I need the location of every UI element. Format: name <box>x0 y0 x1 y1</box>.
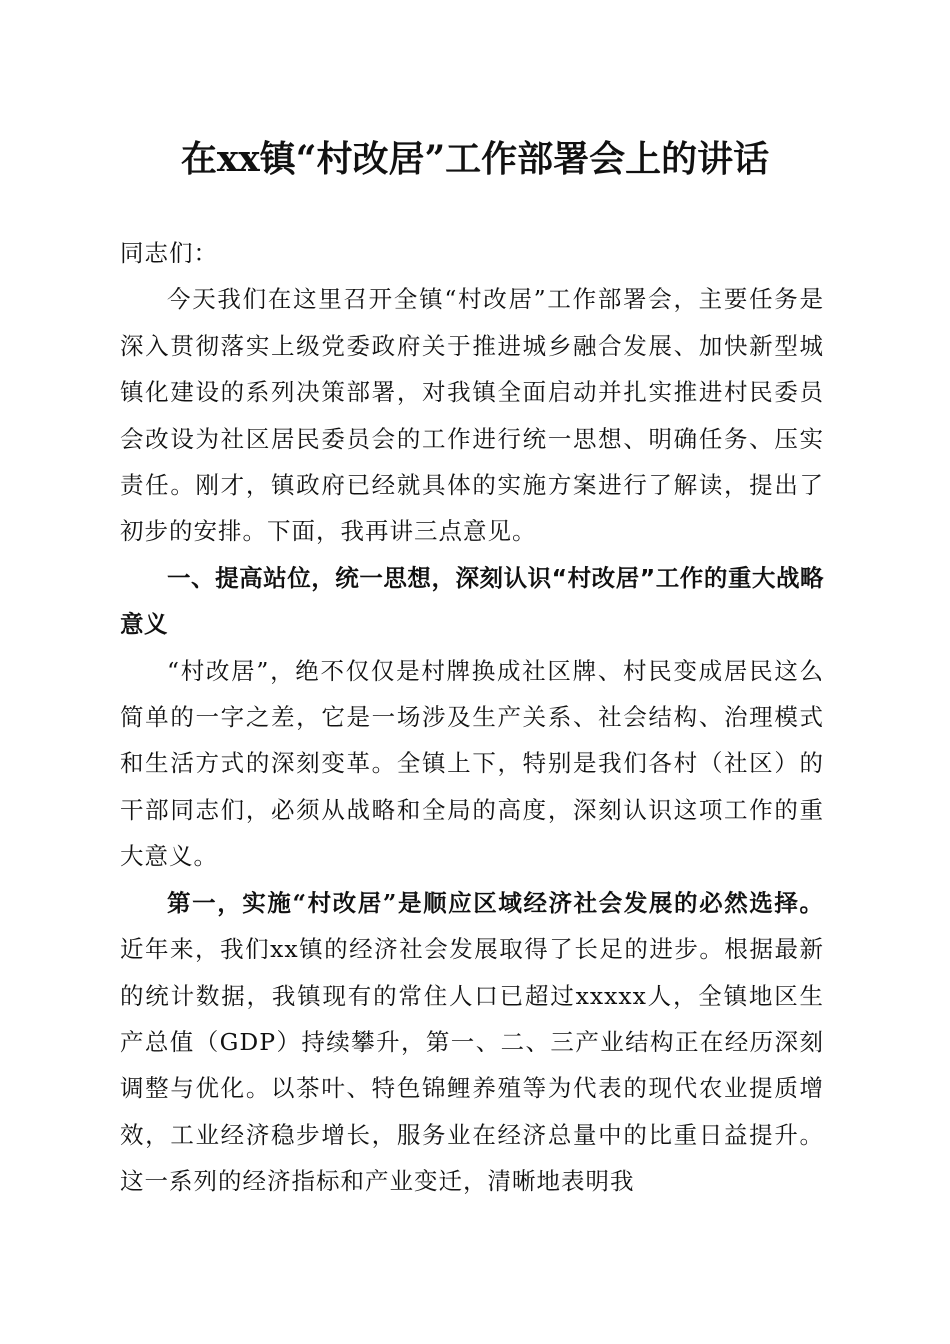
intro-paragraph: 今天我们在这里召开全镇“村改居”工作部署会，主要任务是深入贯彻落实上级党委政府关于推进城乡融合发展、加快新型城镇化建设的系列决策部署，对我镇全面启动并扎实推进村民委员会改设为社区居民委员会的工作进行统一思想、明确任务、压实责任。刚才，镇政府已经就具体的实施方案进行了解读，提出了初步的安排。下面，我再讲三点意见。 <box>120 285 824 546</box>
point-1-lead: 第一，实施“村改居”是顺应区域经济社会发展的必然选择。 <box>167 888 824 917</box>
salutation: 同志们： <box>120 239 218 267</box>
section-heading-1: 一、提高站位，统一思想，深刻认识“村改居”工作的重大战略意义 <box>120 563 824 639</box>
section-1-paragraph: “村改居”，绝不仅仅是村牌换成社区牌、村民变成居民这么简单的一字之差，它是一场涉及生产关系、社会结构、治理模式和生活方式的深刻变革。全镇上下，特别是我们各村（社区）的干部同志们，必须从战略和全局的高度，深刻认识这项工作的重大意义。 <box>120 656 824 871</box>
point-1-paragraph <box>120 880 824 1205</box>
point-1-text: 近年来，我们xx镇的经济社会发展取得了长足的进步。根据最新的统计数据，我镇现有的常住人口已超过xxxxx人，全镇地区生产总值（GDP）持续攀升，第一、二、三产业结构正在经历深刻调整与优化。以茶叶、特色锦鲤养殖等为代表的现代农业提质增效，工业经济稳步增长，服务业在经济总量中的比重日益提升。这一系列的经济指标和产业变迁，清晰地表明我 <box>120 935 824 1196</box>
page-title: 在xx镇“村改居”工作部署会上的讲话 <box>180 138 770 180</box>
document-body <box>120 230 824 1205</box>
